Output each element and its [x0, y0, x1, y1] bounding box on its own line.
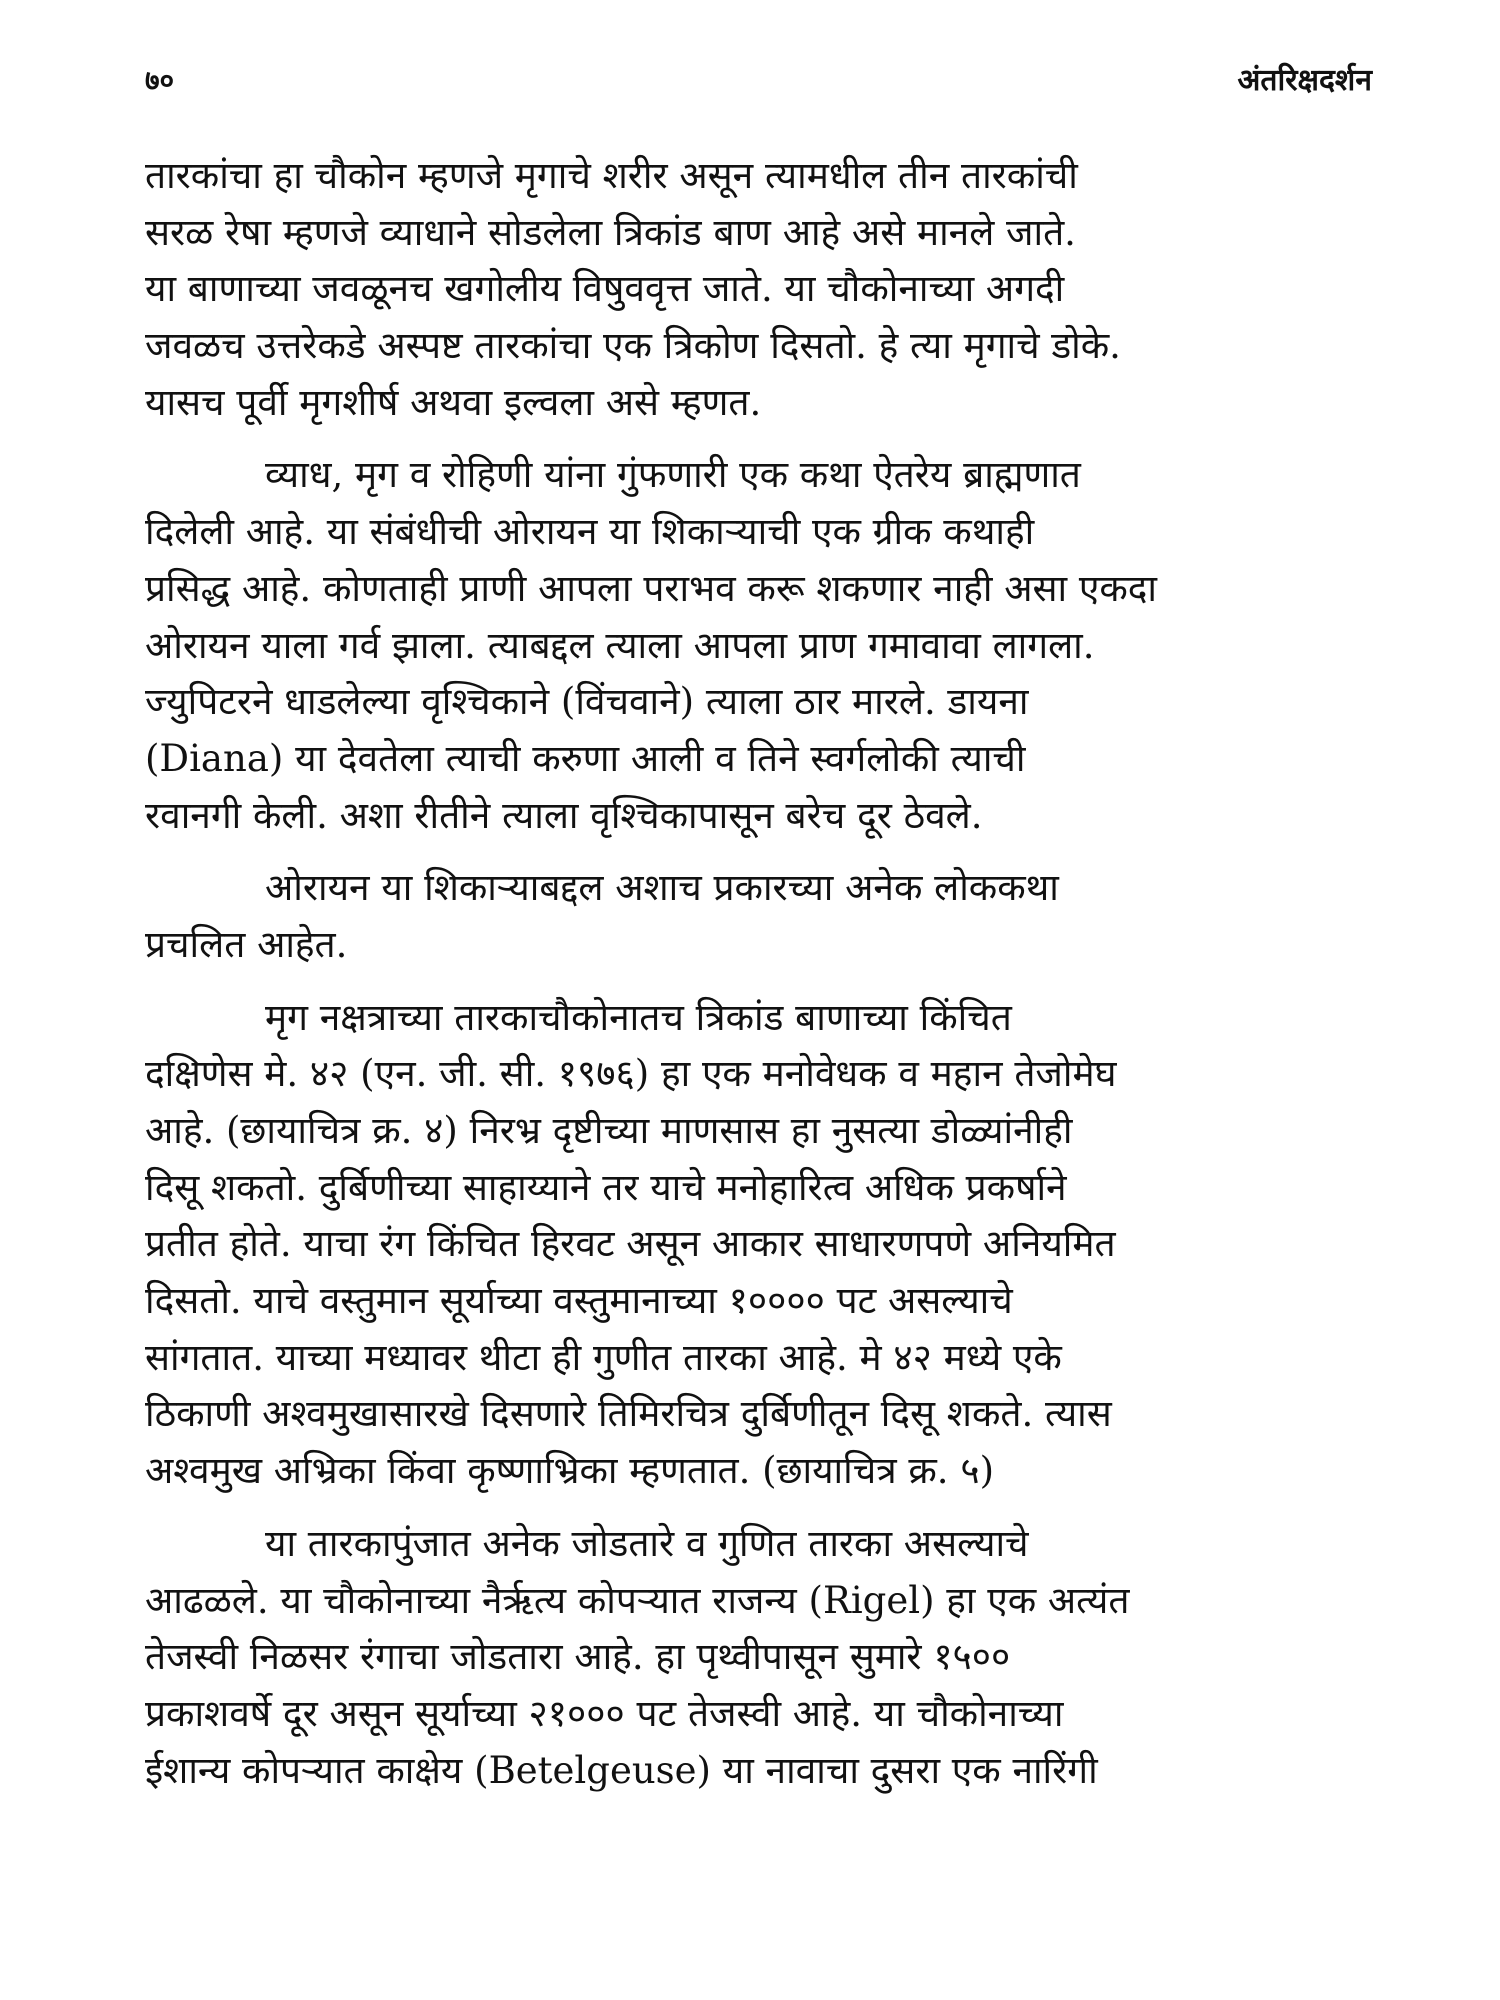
- body-text: [145, 148, 1373, 1799]
- text-line: ज्युपिटरने धाडलेल्या वृश्चिकाने (विंचवाने) त्याला ठार मारले. डायना: [145, 680, 1029, 724]
- text-line: व्याध, मृग व रोहिणी यांना गुंफणारी एक कथा ऐतरेय ब्राह्मणात: [265, 453, 1081, 497]
- text-line: ईशान्य कोपऱ्यात काक्षेय (Betelgeuse) या नावाचा दुसरा एक नारिंगी: [145, 1748, 1098, 1792]
- text-line: (Diana) या देवतेला त्याची करुणा आली व तिने स्वर्गलोकी त्याची: [145, 736, 1026, 780]
- running-head: [145, 58, 1372, 98]
- text-line: अश्वमुख अभ्रिका किंवा कृष्णाभ्रिका म्हणतात. (छायाचित्र क्र. ५): [145, 1449, 995, 1493]
- paragraph-4: [145, 990, 1373, 1500]
- text-line: दिसू शकतो. दुर्बिणीच्या साहाय्याने तर याचे मनोहारित्व अधिक प्रकर्षाने: [145, 1165, 1067, 1209]
- text-line: जवळच उत्तरेकडे अस्पष्ट तारकांचा एक त्रिकोण दिसतो. हे त्या मृगाचे डोके.: [145, 324, 1121, 368]
- text-line: या बाणाच्या जवळूनच खगोलीय विषुववृत्त जाते. या चौकोनाच्या अगदी: [145, 267, 1065, 311]
- paragraph-3: [145, 860, 1373, 973]
- text-line: प्रकाशवर्षे दूर असून सूर्याच्या २१००० पट तेजस्वी आहे. या चौकोनाच्या: [145, 1691, 1064, 1735]
- paragraph-2: [145, 447, 1373, 844]
- paragraph-5: [145, 1516, 1373, 1799]
- text-line: या तारकापुंजात अनेक जोडतारे व गुणित तारका असल्याचे: [265, 1521, 1029, 1565]
- text-line: रवानगी केली. अशा रीतीने त्याला वृश्चिकापासून बरेच दूर ठेवले.: [145, 793, 983, 837]
- text-line: सरळ रेषा म्हणजे व्याधाने सोडलेला त्रिकांड बाण आहे असे मानले जाते.: [145, 210, 1076, 254]
- paragraph-1: [145, 148, 1373, 431]
- text-line: सांगतात. याच्या मध्यावर थीटा ही गुणीत तारका आहे. मे ४२ मध्ये एके: [145, 1335, 1062, 1379]
- text-line: ठिकाणी अश्वमुखासारखे दिसणारे तिमिरचित्र दुर्बिणीतून दिसू शकते. त्यास: [145, 1392, 1112, 1436]
- text-line: प्रतीत होते. याचा रंग किंचित हिरवट असून आकार साधारणपणे अनियमित: [145, 1222, 1116, 1266]
- text-line: दक्षिणेस मे. ४२ (एन. जी. सी. १९७६) हा एक मनोवेधक व महान तेजोमेघ: [145, 1052, 1117, 1096]
- text-line: दिलेली आहे. या संबंधीची ओरायन या शिकाऱ्याची एक ग्रीक कथाही: [145, 510, 1035, 554]
- text-line: प्रसिद्ध आहे. कोणताही प्राणी आपला पराभव करू शकणार नाही असा एकदा: [145, 566, 1158, 610]
- text-line: दिसतो. याचे वस्तुमान सूर्याच्या वस्तुमानाच्या १०००० पट असल्याचे: [145, 1279, 1013, 1323]
- text-line: मृग नक्षत्राच्या तारकाचौकोनातच त्रिकांड बाणाच्या किंचित: [265, 995, 1012, 1039]
- text-line: आढळले. या चौकोनाच्या नैर्ऋत्य कोपऱ्यात राजन्य (Rigel) हा एक अत्यंत: [145, 1578, 1130, 1622]
- text-line: आहे. (छायाचित्र क्र. ४) निरभ्र दृष्टीच्या माणसास हा नुसत्या डोळ्यांनीही: [145, 1109, 1073, 1152]
- text-line: ओरायन या शिकाऱ्याबद्दल अशाच प्रकारच्या अनेक लोककथा: [265, 866, 1059, 910]
- book-title: अंतरिक्षदर्शन: [1237, 63, 1372, 98]
- text-line: तारकांचा हा चौकोन म्हणजे मृगाचे शरीर असून त्यामधील तीन तारकांची: [145, 154, 1078, 197]
- text-line: यासच पूर्वी मृगशीर्ष अथवा इल्वला असे म्हणत.: [145, 380, 762, 424]
- text-line: ओरायन याला गर्व झाला. त्याबद्दल त्याला आपला प्राण गमावावा लागला.: [145, 623, 1095, 667]
- text-line: प्रचलित आहेत.: [145, 922, 348, 966]
- text-line: तेजस्वी निळसर रंगाचा जोडतारा आहे. हा पृथ्वीपासून सुमारे १५००: [145, 1635, 1011, 1679]
- page-number: ७०: [145, 64, 175, 97]
